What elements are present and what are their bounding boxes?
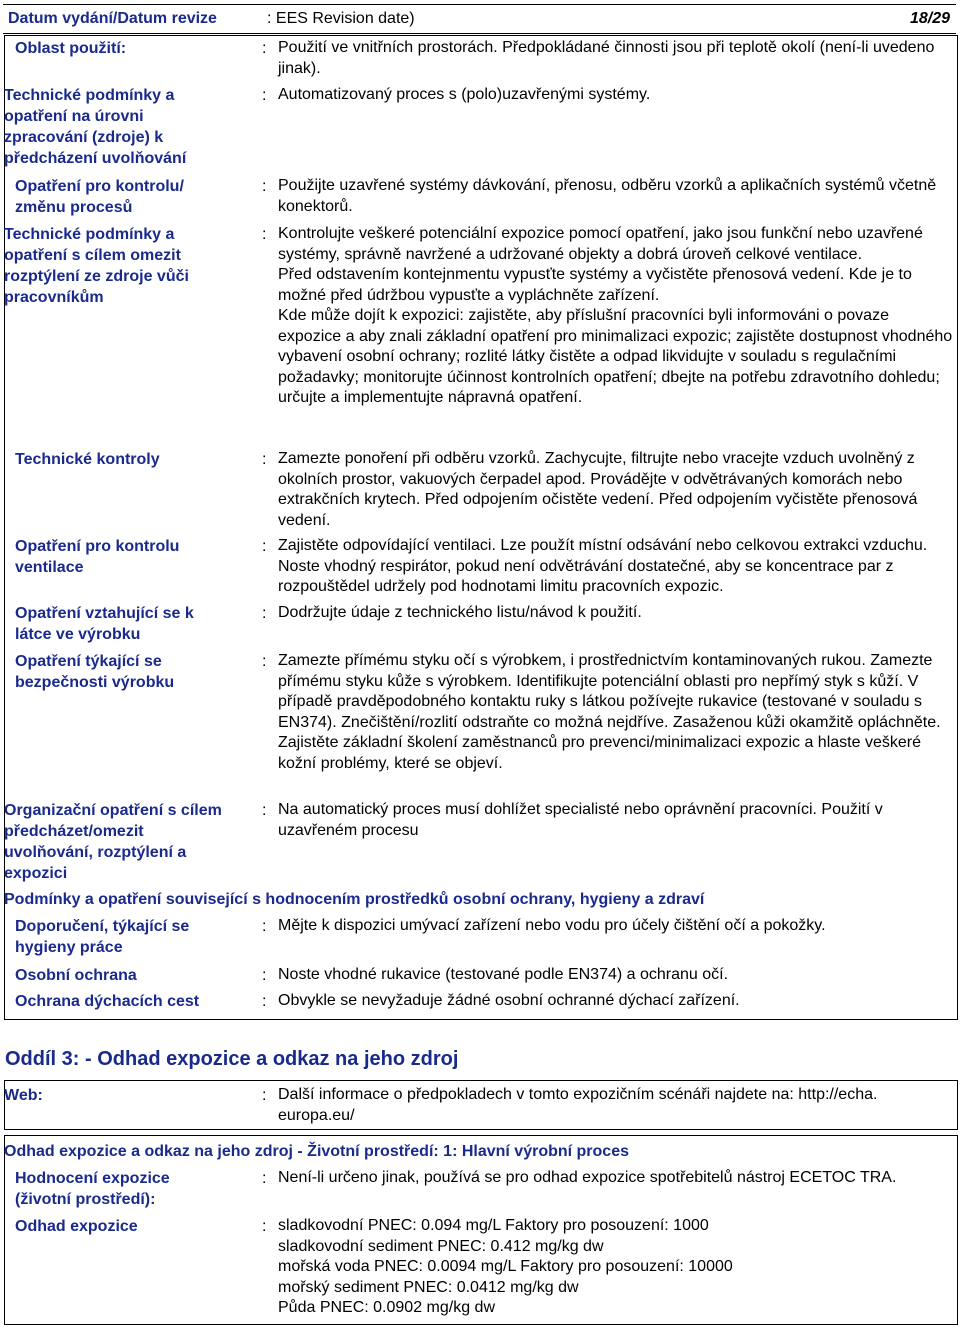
- colon: :: [262, 605, 267, 622]
- row-value-area-of-use: [278, 38, 953, 79]
- row-label-area-of-use: Oblast použití:: [15, 40, 127, 57]
- row-value-substance-in-product: [278, 603, 953, 624]
- row-value-ventilation: [278, 536, 953, 598]
- row-value-environment-assessment: [278, 1168, 953, 1189]
- row-value-exposure-estimate: [278, 1216, 953, 1319]
- colon: :: [262, 538, 267, 555]
- row-text: Použijte uzavřené systémy dávkování, přenosu, odběru vzorků a aplikačních systémů včetně konektorů.: [278, 177, 937, 215]
- row-value-respiratory-protection: Obvykle se nevyžaduje žádné osobní ochranné dýchací zařízení.: [278, 992, 740, 1009]
- row-value-personal-protection: Noste vhodné rukavice (testované podle EN374) a ochranu očí.: [278, 966, 729, 983]
- row-text: Kde může dojít k expozici: zajistěte, aby příslušní pracovníci byli informováni o povaze expozice a aby znali základní opatření pro minimalizaci expozic; zajistěte dostupnost vhodného vybavení osobní ochrany; rozlité látky čistěte a odpad likvidujte v souladu s regulačními požadavky; monitorujte účinnost kontrolních opatření; dbejte na potřebu zdravotního dohledu; určujte a implementujte nápravná opatření.: [278, 307, 953, 406]
- colon: :: [262, 87, 267, 104]
- web-value: Další informace o předpokladech v tomto expozičním scénáři najdete na: http://echa. europa.eu/: [278, 1086, 878, 1124]
- row-label-personal-protection: Osobní ochrana: [15, 967, 137, 984]
- web-label: Web:: [4, 1087, 43, 1104]
- row-text: Zamezte přímému styku očí s výrobkem, i prostřednictvím kontaminovaných rukou. Zamezte přímému styku kůže s výrobkem. Identifikujte potenciální oblasti pro nepřímý styk s kůží. V případě pravděpodobného kontaktu ruky s látkou požívejte rukavice (testované v souladu s EN374). Znečištění/rozlití odstraňte co možná nejdříve. Zasaženou kůži okamžitě opláchněte. Zajistěte základní školení zaměstnanců pro prevenci/minimalizaci expozic a hlaste veškeré kožní problémy, které se objeví.: [278, 652, 941, 772]
- colon: :: [262, 1087, 267, 1104]
- colon: :: [262, 653, 267, 670]
- row-value-process-control: [278, 176, 953, 217]
- colon: :: [262, 178, 267, 195]
- row-text: Dodržujte údaje z technického listu/návod k použití.: [278, 604, 642, 621]
- row-text: Na automatický proces musí dohlížet specialisté nebo oprávnění pracovníci. Použití v uzavřeném procesu: [278, 801, 883, 839]
- row-text: Použití ve vnitřních prostorách. Předpokládané činnosti jsou při teplotě okolí (není-li uvedeno jinak).: [278, 39, 935, 77]
- pnec-line: mořská voda PNEC: 0.0094 mg/L Faktory pro posouzení: 10000: [278, 1258, 733, 1275]
- pnec-line: sladkovodní PNEC: 0.094 mg/L Faktory pro posouzení: 1000: [278, 1217, 709, 1234]
- page-header: [3, 4, 956, 34]
- colon: :: [262, 993, 267, 1010]
- row-label-process-control: Opatření pro kontrolu/ změnu procesů: [15, 178, 184, 216]
- colon: :: [262, 918, 267, 935]
- header-value-text: EES Revision date): [275, 10, 415, 27]
- row-value-product-safety: [278, 651, 953, 774]
- row-label-environment-assessment: Hodnocení expozice (životní prostředí):: [15, 1170, 170, 1208]
- row-label-exposure-estimate: Odhad expozice: [15, 1218, 138, 1235]
- colon: :: [262, 967, 267, 984]
- row-text: Není-li určeno jinak, používá se pro odhad expozice spotřebitelů nástroj ECETOC TRA.: [278, 1169, 897, 1186]
- environment-heading: Odhad expozice a odkaz na jeho zdroj - Životní prostředí: 1: Hlavní výrobní proces: [4, 1143, 629, 1160]
- row-label-technical-controls: Technické kontroly: [15, 451, 160, 468]
- header-label: Datum vydání/Datum revize: [8, 10, 217, 27]
- row-label-product-safety: Opatření týkající se bezpečnosti výrobku: [15, 653, 175, 691]
- section-3-title: Oddíl 3: - Odhad expozice a odkaz na jeho zdroj: [5, 1048, 459, 1070]
- colon: :: [262, 802, 267, 819]
- row-value-technical-conditions-source: [278, 85, 953, 106]
- colon: :: [262, 1170, 267, 1187]
- row-value-technical-controls: [278, 449, 953, 531]
- ppe-heading: Podmínky a opatření související s hodnocením prostředků osobní ochrany, hygieny a zdraví: [4, 891, 705, 908]
- row-label-ventilation: Opatření pro kontrolu ventilace: [15, 538, 180, 576]
- page-number: 18/29: [909, 10, 950, 27]
- colon: :: [262, 1218, 267, 1235]
- row-label-respiratory-protection: Ochrana dýchacích cest: [15, 993, 200, 1010]
- row-text: Kontrolujte veškeré potenciální expozice pomocí opatření, jako jsou funkční nebo uzavřené systémy, správně navržené a udržované objekty a dobrá úroveň celkové ventilace.: [278, 225, 923, 263]
- pnec-line: sladkovodní sediment PNEC: 0.412 mg/kg dw: [278, 1237, 604, 1255]
- row-label-limit-dispersion: Technické podmínky a opatření s cílem omezit rozptýlení ze zdroje vůči pracovníkům: [4, 226, 189, 306]
- row-text: Před odstavením kontejnmentu vypusťte systémy a vyčistěte přenosová vedení. Kde je to možné před údržbou vypusťte a vypláchněte zařízení.: [278, 266, 912, 304]
- row-label-substance-in-product: Opatření vztahující se k látce ve výrobku: [15, 605, 194, 643]
- row-value-limit-dispersion: [278, 224, 953, 409]
- colon: :: [262, 451, 267, 468]
- pnec-line: Půda PNEC: 0.0902 mg/kg dw: [278, 1299, 496, 1316]
- pnec-line: mořský sediment PNEC: 0.0412 mg/kg dw: [278, 1278, 579, 1296]
- row-label-organizational-measures: Organizační opatření s cílem předcházet/omezit uvolňování, rozptýlení a expozici: [4, 802, 222, 882]
- row-label-technical-conditions-source: Technické podmínky a opatření na úrovni zpracování (zdroje) k předcházení uvolňování: [4, 87, 187, 167]
- row-label-hygiene: Doporučení, týkající se hygieny práce: [15, 918, 190, 956]
- row-text: Zajistěte odpovídající ventilaci. Lze použít místní odsávání nebo celkovou extrakci vzduchu. Noste vhodný respirátor, pokud není odvětrávání dostatečné, aby se koncentrace par z rozpouštědel udržely pod hodnotami limitu pracovních expozic.: [278, 537, 928, 595]
- row-value-hygiene: Mějte k dispozici umývací zařízení nebo vodu pro účely čištění očí a pokožky.: [278, 917, 826, 934]
- row-text: Automatizovaný proces s (polo)uzavřenými systémy.: [278, 86, 651, 103]
- row-text: Zamezte ponoření při odběru vzorků. Zachycujte, filtrujte nebo vracejte vzduch uvolněný z okolních prostor, vakuových čerpadel apod. Provádějte v odvětrávaných komorách nebo extrakčních krytech. Před odpojením očistěte vedení. Před odpojením vyčistěte přenosová vedení.: [278, 450, 918, 529]
- colon: :: [262, 226, 267, 243]
- colon: :: [262, 40, 267, 57]
- row-value-organizational-measures: [278, 800, 953, 841]
- header-value: : EES Revision date): [267, 10, 415, 27]
